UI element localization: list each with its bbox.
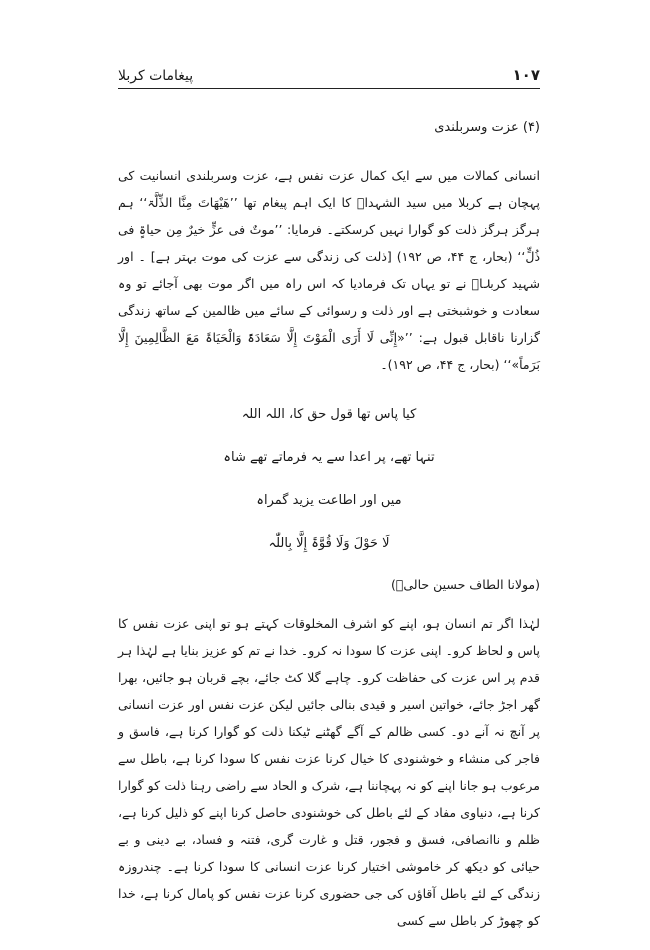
- paragraph-2: لہٰذا اگر تم انسان ہو، اپنے کو اشرف المخلوقات کہتے ہو تو اپنی عزت نفس کا پاس و لحاظ کرو۔ اپنی عزت کا سودا نہ کرو۔ خدا نے تم کو عزیز بنایا ہے لہٰذا ہر قدم پر اس عزت کی حفاظت کرو۔ چاہے گلا کٹ جائے، بچے قربان ہو جائیں، بھرا گھر اجڑ جائے، خواتین اسیر و قیدی بنالی جائیں لیکن عزت نفس اور عزت انسانی پر آنچ نہ آنے دو۔ کسی ظالم کے آگے گھٹنے ٹیکنا ذلت کو گوارا کرنا ہے، فاسق و فاجر کی منشاء و خوشنودی کا خیال کرنا عزت نفس کا سودا کرنا ہے، باطل سے مرعوب ہو جانا اپنے کو نہ پہچاننا ہے، شرک و الحاد سے راضی رہنا ذلت کو گوارا کرنا ہے، دنیاوی مفاد کے لئے باطل کی خوشنودی حاصل کرنا اپنے کو ذلیل کرنا ہے، ظلم و ناانصافی، فسق و فجور، قتل و غارت گری، فتنہ و فساد، بے دینی و بے حیائی کو دیکھ کر خاموشی اختیار کرنا عزت انسانی کا سودا کرنا ہے۔ چندروزہ زندگی کے لئے باطل آقاؤں کی جی حضوری کرنا عزت نفس کو پامال کرنا ہے، خدا کو چھوڑ کر باطل سے کسی: [118, 616, 540, 928]
- paragraph-1: انسانی کمالات میں سے ایک کمال عزت نفس ہے، عزت وسربلندی انسانیت کی پہچان ہے کربلا میں سید الشہداؑ کا ایک اہم پیغام تھا ’’ھَیْھَاتَ مِنَّا الذِّلَّۃ‘‘ ہم ہرگز ہرگز ذلت کو گوارا نہیں کرسکتے۔ فرمایا: ’’موتٌ فی عزٍّ خیرٌ مِن حیاۃٍ فی ذُلٍّ‘‘ (بحار، ج ۴۴، ص ۱۹۲) [ذلت کی زندگی سے عزت کی موت بہتر ہے] ۔ اور شہید کربلاؑ نے تو یہاں تک فرمادیا کہ اس راہ میں اگر موت بھی آجائے تو وہ سعادت و خوشبختی ہے اور ذلت و رسوائی کے سائے میں ظالمین کے ساتھ زندگی گزارنا ناقابل قبول ہے: ’’«إِنِّی لَا أَرَی الْمَوْتَ إِلَّا سَعَادَۃً وَالْحَیَاۃَ مَعَ الظَّالِمِینَ إِلَّا بَرَماً»‘‘ (بحار، ج ۴۴، ص ۱۹۲)۔: [118, 168, 541, 372]
- page-number: ۱۰۷: [512, 66, 540, 84]
- header-divider: [118, 88, 540, 89]
- page-body: [118, 118, 540, 934]
- poem-verse-3: میں اور اطاعت یزید گمراہ: [256, 493, 402, 508]
- poem-verse-2: تنہا تھے، پر اعدا سے یہ فرماتے تھے شاہ: [223, 450, 435, 465]
- poem-block: [118, 402, 540, 556]
- section-heading: (۴) عزت وسربلندی: [434, 120, 540, 135]
- poem-verse-4: لَا حَوْلَ وَلَا قُوَّۃَ إِلَّا بِاللّٰہ: [268, 536, 390, 551]
- poem-attribution: (مولانا الطاف حسین حالیؔ): [391, 577, 540, 592]
- poem-verse-1: کیا پاس تھا قول حق کا، اللہ اللہ: [241, 407, 417, 422]
- page-header: [118, 58, 540, 84]
- running-title: پیغامات کربلا: [118, 68, 194, 84]
